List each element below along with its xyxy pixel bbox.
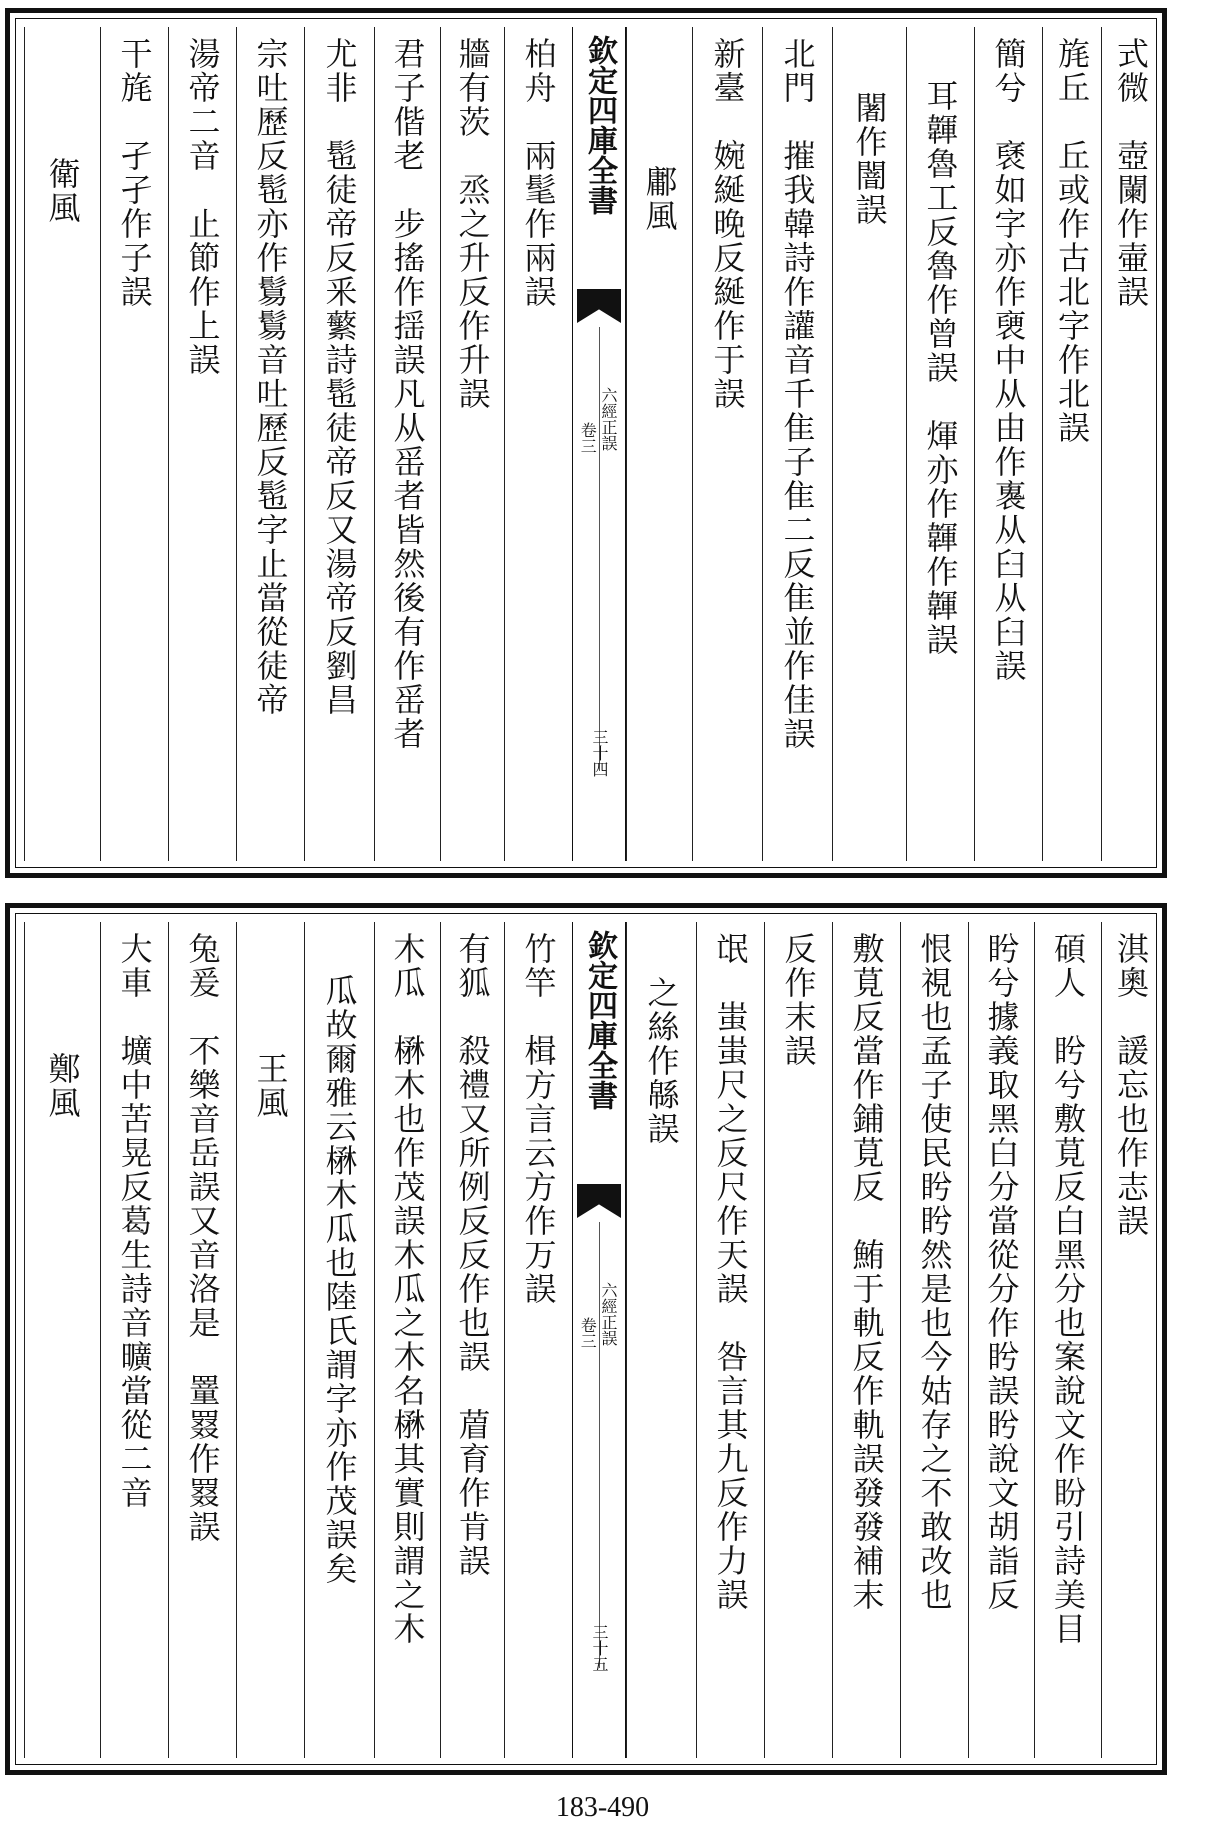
text-column [626, 922, 696, 1758]
center-margin [572, 27, 626, 861]
fish-tail-mark [577, 1184, 621, 1218]
volume-label: 卷三 [578, 422, 598, 454]
column-text: 之絲作緜誤 [642, 976, 681, 1146]
text-column [504, 922, 572, 1758]
text-column [236, 27, 304, 861]
column-text: 宗吐歷反髢亦作鬄鬄音吐歷反髢字止當從徒帝 [251, 37, 290, 717]
column-text: 尤非 髢徒帝反釆蘩詩髢徒帝反又湯帝反劉昌 [320, 37, 359, 717]
text-column [906, 27, 974, 861]
column-text: 大車 壙中苦晃反葛生詩音曠當從二音 [115, 932, 154, 1510]
volume-label: 卷三 [578, 1317, 598, 1349]
column-text: 干旄 孑孑作子誤 [115, 37, 154, 309]
section-heading: 王風 [251, 1052, 290, 1120]
column-text: 碩人 盻兮敷莧反白黑分也案說文作盼引詩美目 [1049, 932, 1087, 1646]
column-text: 瓜故爾雅云楙木瓜也陸氏謂字亦作茂誤矣 [320, 974, 359, 1586]
column-text: 式微 壺闌作壷誤 [1112, 37, 1150, 309]
text-column [304, 922, 374, 1758]
column-text: 牆有茨 烝之升反作升誤 [453, 37, 492, 411]
text-column [900, 922, 968, 1758]
text-column [100, 27, 168, 861]
text-column [374, 922, 440, 1758]
column-text: 旄丘 丘或作古北字作北誤 [1053, 37, 1091, 445]
text-column [504, 27, 572, 861]
library-title: 欽定四庫全書 [582, 35, 617, 215]
section-heading: 鄘風 [640, 165, 679, 233]
text-column [304, 27, 374, 861]
text-column [968, 922, 1034, 1758]
book-title: 六經正誤 [599, 1282, 619, 1346]
section-heading: 鄭風 [43, 1052, 82, 1120]
fish-tail-mark [577, 289, 621, 323]
text-column [374, 27, 440, 861]
column-text: 闍作闇誤 [850, 91, 889, 227]
column-text: 淇奧 諼忘也作志誤 [1112, 932, 1150, 1238]
text-column [168, 922, 236, 1758]
column-text: 盻兮據義取黑白分當從分作盻誤盻說文胡詣反 [982, 932, 1021, 1612]
text-column [100, 922, 168, 1758]
column-text: 湯帝二音 止節作上誤 [183, 37, 222, 377]
column-text: 新臺 婉綖晚反綖作于誤 [708, 37, 747, 411]
column-text: 柏舟 兩髦作兩誤 [519, 37, 558, 309]
center-margin [572, 922, 626, 1758]
folio-number: 三十四 [590, 729, 609, 777]
column-text: 氓 蚩蚩尺之反尺作天誤 咎言其九反作力誤 [711, 932, 750, 1612]
column-text: 簡兮 褎如字亦作褏中从由作褢从臼从臼誤 [989, 37, 1028, 683]
column-text: 北門 摧我韓詩作讙音千隹子隹二反隹並作佳誤 [778, 37, 817, 751]
column-text: 木瓜 楙木也作茂誤木瓜之木名楙其實則謂之木 [388, 932, 427, 1646]
text-column [1042, 27, 1101, 861]
text-column [24, 27, 100, 861]
column-text: 恨視也孟子使民盻盻然是也今姑存之不敢改也 [915, 932, 954, 1612]
text-column [236, 922, 304, 1758]
text-column [832, 922, 900, 1758]
text-column [440, 27, 504, 861]
text-column [696, 922, 764, 1758]
column-text: 敷莧反當作鋪莧反 鮪于軌反作軌誤發發補末 [847, 932, 886, 1612]
column-text: 反作末誤 [779, 932, 818, 1068]
column-text: 有狐 殺禮又所例反反作也誤 葿育作肯誤 [453, 932, 492, 1578]
column-text: 竹竿 楫方言云方作万誤 [519, 932, 558, 1306]
text-column [764, 922, 832, 1758]
book-title: 六經正誤 [599, 387, 619, 451]
text-column [762, 27, 832, 861]
text-column [1101, 27, 1160, 861]
text-column [626, 27, 692, 861]
text-column [1101, 922, 1160, 1758]
text-column [440, 922, 504, 1758]
bottom-page [5, 903, 1167, 1775]
page-number: 183-490 [555, 1792, 650, 1823]
column-text: 兔爰 不樂音岳誤又音洛是 罿罬作罬誤 [183, 932, 222, 1544]
text-column [1034, 922, 1101, 1758]
column-text: 耳韗魯工反魯作曾誤 煇亦作韗作韗誤 [921, 79, 960, 657]
text-column [974, 27, 1042, 861]
column-text: 君子偕老 步搖作揺誤凡从䍃者皆然後有作䍃者 [388, 37, 427, 751]
top-page [5, 8, 1167, 878]
section-heading: 衛風 [43, 157, 82, 225]
text-column [692, 27, 762, 861]
text-column [24, 922, 100, 1758]
folio-number: 三十五 [590, 1624, 609, 1672]
text-column [832, 27, 906, 861]
library-title: 欽定四庫全書 [582, 930, 617, 1110]
text-column [168, 27, 236, 861]
